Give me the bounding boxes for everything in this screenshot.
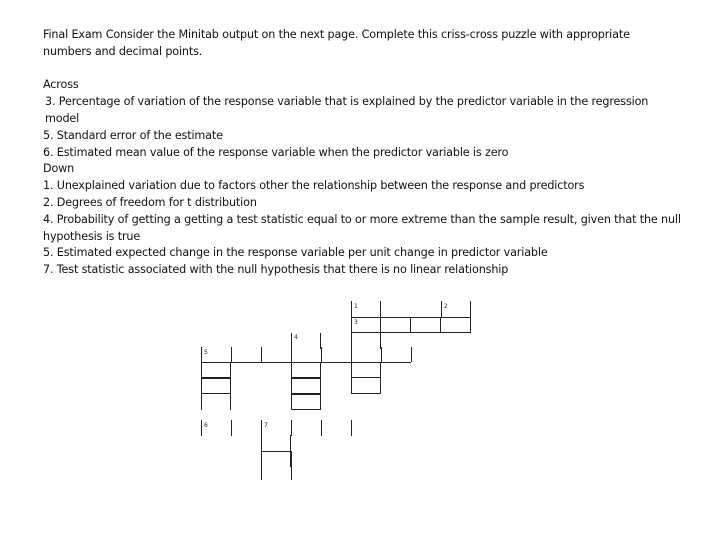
down-heading: Down	[43, 162, 75, 176]
across-clue-3: 3. Percentage of variation of the response variable that is explained by the predictor variable in the regression model	[45, 95, 649, 125]
down-clue-5: 5. Estimated expected change in the response variable per unit change in predictor variable	[43, 246, 548, 260]
crossword-cell[interactable]	[261, 435, 291, 451]
down-clue-4: 4. Probability of getting a getting a test statistic equal to or more extreme than the sample result, given that the null hypothesis is true	[43, 212, 681, 243]
crossword-cell[interactable]	[291, 378, 321, 394]
crossword-cell[interactable]	[441, 301, 471, 317]
clue-number-7: 7	[264, 422, 268, 429]
clue-number-3: 3	[354, 319, 358, 326]
crossword-cell[interactable]	[201, 378, 231, 394]
crossword-cell[interactable]	[381, 317, 411, 333]
crossword-cell[interactable]	[351, 378, 381, 394]
crossword-cell[interactable]	[291, 333, 321, 349]
clue-number-4: 4	[294, 334, 298, 341]
across-clue-6: 6. Estimated mean value of the response variable when the predictor variable is zero	[43, 145, 509, 159]
across-heading: Across	[43, 78, 79, 92]
crossword-cell[interactable]	[291, 362, 321, 378]
down-clue-1: 1. Unexplained variation due to factors other the relationship between the response and predictors	[43, 179, 585, 193]
clue-number-1: 1	[354, 303, 358, 310]
crossword-cell[interactable]	[261, 451, 291, 467]
crossword-cell[interactable]	[411, 317, 441, 333]
down-clue-2: 2. Degrees of freedom for t distribution	[43, 195, 257, 209]
clue-number-5: 5	[204, 349, 208, 356]
clue-number-6: 6	[204, 422, 208, 429]
down-clue-7: 7. Test statistic associated with the null hypothesis that there is no linear relationship	[43, 263, 509, 277]
clue-number-2: 2	[444, 303, 448, 310]
across-clue-5: 5. Standard error of the estimate	[43, 128, 223, 142]
crossword-cell[interactable]	[201, 394, 231, 410]
intro-line-2: numbers and decimal points.	[43, 44, 203, 58]
exam-instructions	[43, 27, 683, 279]
crossword-cell[interactable]	[291, 394, 321, 410]
crossword-cell[interactable]	[351, 301, 381, 317]
crossword-cell[interactable]	[351, 333, 381, 349]
crossword-cell[interactable]	[441, 317, 471, 333]
crossword-cell[interactable]	[351, 317, 381, 333]
crossword-cell[interactable]	[201, 362, 231, 378]
intro-line-1: Final Exam Consider the Minitab output on the next page. Complete this criss-cross puzzle with appropriate	[43, 28, 630, 41]
crossword-cell[interactable]	[351, 362, 381, 378]
